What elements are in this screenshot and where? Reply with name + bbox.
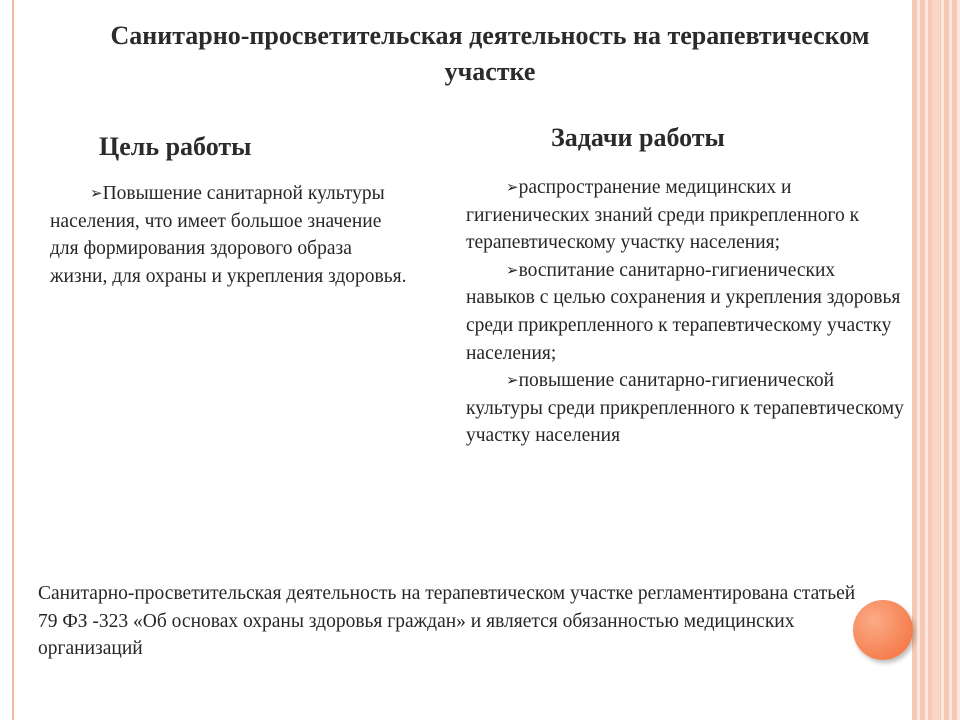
goal-text [50,180,410,290]
decorative-circle [853,600,913,660]
right-decorative-stripes [912,0,960,720]
task-item-text: воспитание санитарно-гигиенических навыков с целью сохранения и укрепления здоровья среди прикрепленного к терапевтическому участку населения; [466,259,901,364]
tasks-heading: Задачи работы [551,123,725,152]
goal-bullet-text: Повышение санитарной культуры населения, что имеет большое значение для формирования здорового образа жизни, для охраны и укрепления здоровья. [50,183,407,287]
task-item-text: повышение санитарно-гигиенической культуры среди прикрепленного к терапевтическому участку населения [466,370,904,447]
bottom-note: Санитарно-просветительская деятельность на терапевтическом участке регламентирована статьей 79 ФЗ -323 «Об основах охраны здоровья граждан» и является обязанностью медицинских организаций [38,583,856,660]
arrow-bullet-icon: ➢ [90,184,103,202]
slide-title: Санитарно-просветительская деятельность на терапевтическом участке [110,21,870,86]
goal-heading: Цель работы [99,132,252,161]
arrow-bullet-icon: ➢ [506,260,519,279]
tasks-list [466,174,906,450]
arrow-bullet-icon: ➢ [506,178,519,196]
task-item-text: распространение медицинских и гигиенических знаний среди прикрепленного к терапевтическому участку населения; [466,177,860,254]
arrow-bullet-icon: ➢ [506,371,519,390]
left-frame-line [12,0,14,720]
list-item [466,174,906,257]
list-item [466,367,906,450]
list-item [466,257,906,367]
